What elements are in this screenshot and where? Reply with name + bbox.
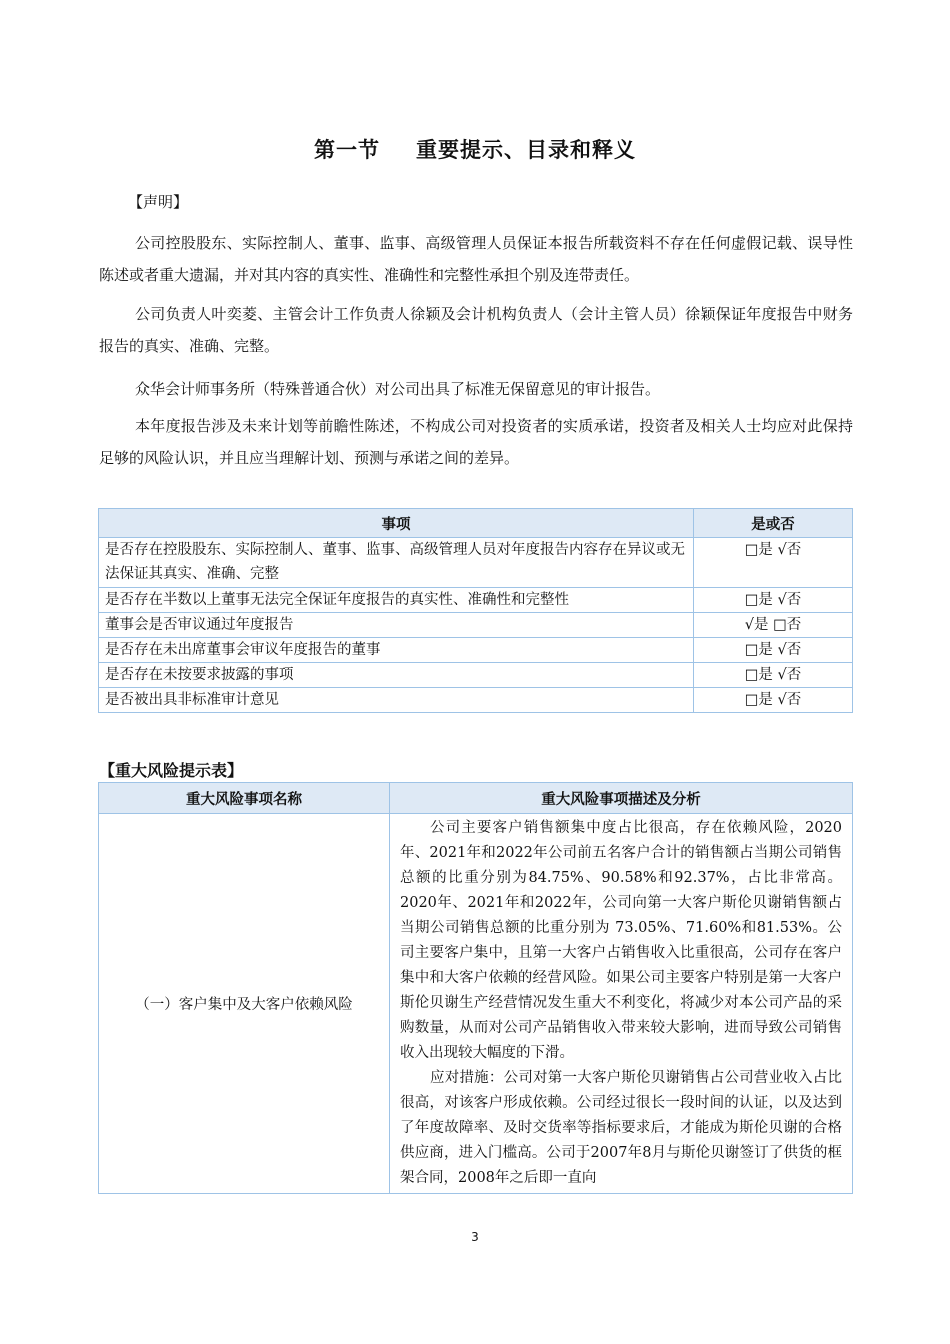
row-item: 是否被出具非标准审计意见	[99, 688, 694, 713]
statement-paragraph: 公司负责人叶奕菱、主管会计工作负责人徐颖及会计机构负责人（会计主管人员）徐颖保证年度报告中财务报告的真实、准确、完整。	[99, 305, 853, 355]
confirmation-table	[98, 508, 853, 713]
statement-label: 【声明】	[128, 193, 189, 211]
row-answer: □是 √否	[694, 688, 853, 713]
row-answer: □是 √否	[694, 538, 853, 588]
row-answer: □是 √否	[694, 663, 853, 688]
row-item: 是否存在半数以上董事无法完全保证年度报告的真实性、准确性和完整性	[99, 588, 694, 613]
table-row	[99, 588, 853, 613]
row-item: 是否存在未出席董事会审议年度报告的董事	[99, 638, 694, 663]
risk-name: （一）客户集中及大客户依赖风险	[99, 814, 390, 1194]
row-item: 是否存在控股股东、实际控制人、董事、监事、高级管理人员对年度报告内容存在异议或无法保证其真实、准确、完整	[99, 538, 694, 588]
row-item: 是否存在未按要求披露的事项	[99, 663, 694, 688]
statement-paragraph: 众华会计师事务所（特殊普通合伙）对公司出具了标准无保留意见的审计报告。	[135, 380, 661, 398]
table-row	[99, 814, 853, 1194]
section-number: 第一节	[314, 138, 380, 162]
table-row	[99, 688, 853, 713]
risk-section-label: 【重大风险提示表】	[99, 761, 244, 780]
risk-description	[390, 814, 853, 1194]
risk-desc-paragraph: 应对措施：公司对第一大客户斯伦贝谢销售占公司营业收入占比很高，对该客户形成依赖。公司经过很长一段时间的认证，以及达到了年度故障率、及时交货率等指标要求后，才能成为斯伦贝谢的合格供应商，进入门槛高。公司于2007年8月与斯伦贝谢签订了供货的框架合同，2008年之后即一直向	[400, 1070, 842, 1186]
column-header-answer: 是或否	[694, 509, 853, 538]
risk-desc-paragraph: 公司主要客户销售额集中度占比很高，存在依赖风险，2020年、2021年和2022年公司前五名客户合计的销售额占当期公司销售总额的比重分别为84.75%、90.58%和92.37%，占比非常高。2020年、2021年和2022年，公司向第一大客户斯伦贝谢销售额占当期公司销售总额的比重分别为 73.05%、71.60%和81.53%。公司主要客户集中，且第一大客户占销售收入比重很高，公司存在客户集中和大客户依赖的经营风险。如果公司主要客户特别是第一大客户斯伦贝谢生产经营情况发生重大不利变化，将减少对本公司产品的采购数量，从而对公司产品销售收入带来较大影响，进而导致公司销售收入出现较大幅度的下滑。	[400, 820, 842, 1061]
section-heading: 重要提示、目录和释义	[416, 138, 636, 162]
statement-paragraph: 公司控股股东、实际控制人、董事、监事、高级管理人员保证本报告所载资料不存在任何虚假记载、误导性陈述或者重大遗漏，并对其内容的真实性、准确性和完整性承担个别及连带责任。	[99, 234, 853, 284]
column-header-risk-name: 重大风险事项名称	[99, 783, 390, 814]
table-row	[99, 663, 853, 688]
statement-paragraph: 本年度报告涉及未来计划等前瞻性陈述，不构成公司对投资者的实质承诺，投资者及相关人士均应对此保持足够的风险认识，并且应当理解计划、预测与承诺之间的差异。	[99, 417, 853, 467]
row-answer: √是 □否	[694, 613, 853, 638]
row-answer: □是 √否	[694, 638, 853, 663]
table-row	[99, 638, 853, 663]
column-header-item: 事项	[99, 509, 694, 538]
table-header-row	[99, 783, 853, 814]
table-row	[99, 538, 853, 588]
row-item: 董事会是否审议通过年度报告	[99, 613, 694, 638]
row-answer: □是 √否	[694, 588, 853, 613]
page-title	[0, 134, 950, 164]
table-row	[99, 613, 853, 638]
column-header-risk-desc: 重大风险事项描述及分析	[390, 783, 853, 814]
page-number: 3	[471, 1230, 479, 1244]
risk-table	[98, 782, 853, 1194]
table-header-row	[99, 509, 853, 538]
